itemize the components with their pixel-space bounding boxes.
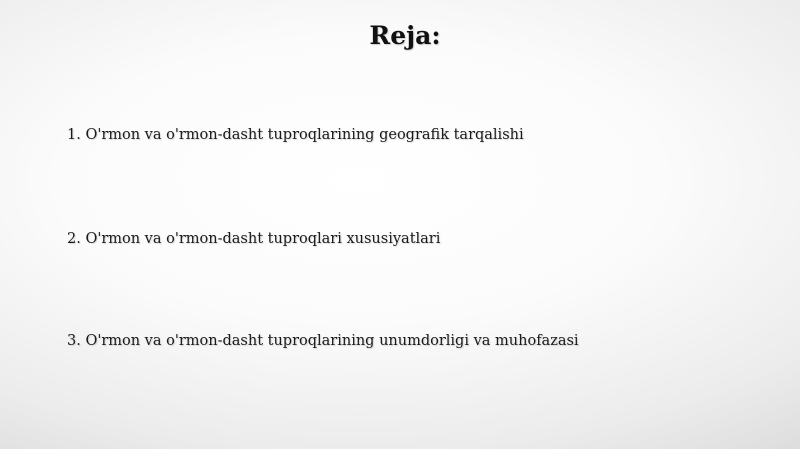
plan-item-2: 2. O'rmon va o'rmon-dasht tuproqlari xususiyatlari	[67, 231, 441, 247]
plan-item-1: 1. O'rmon va o'rmon-dasht tuproqlarining geografik tarqalishi	[67, 127, 524, 143]
plan-item-3: 3. O'rmon va o'rmon-dasht tuproqlarining unumdorligi va muhofazasi	[67, 333, 579, 349]
slide-title: Reja:	[369, 21, 441, 50]
